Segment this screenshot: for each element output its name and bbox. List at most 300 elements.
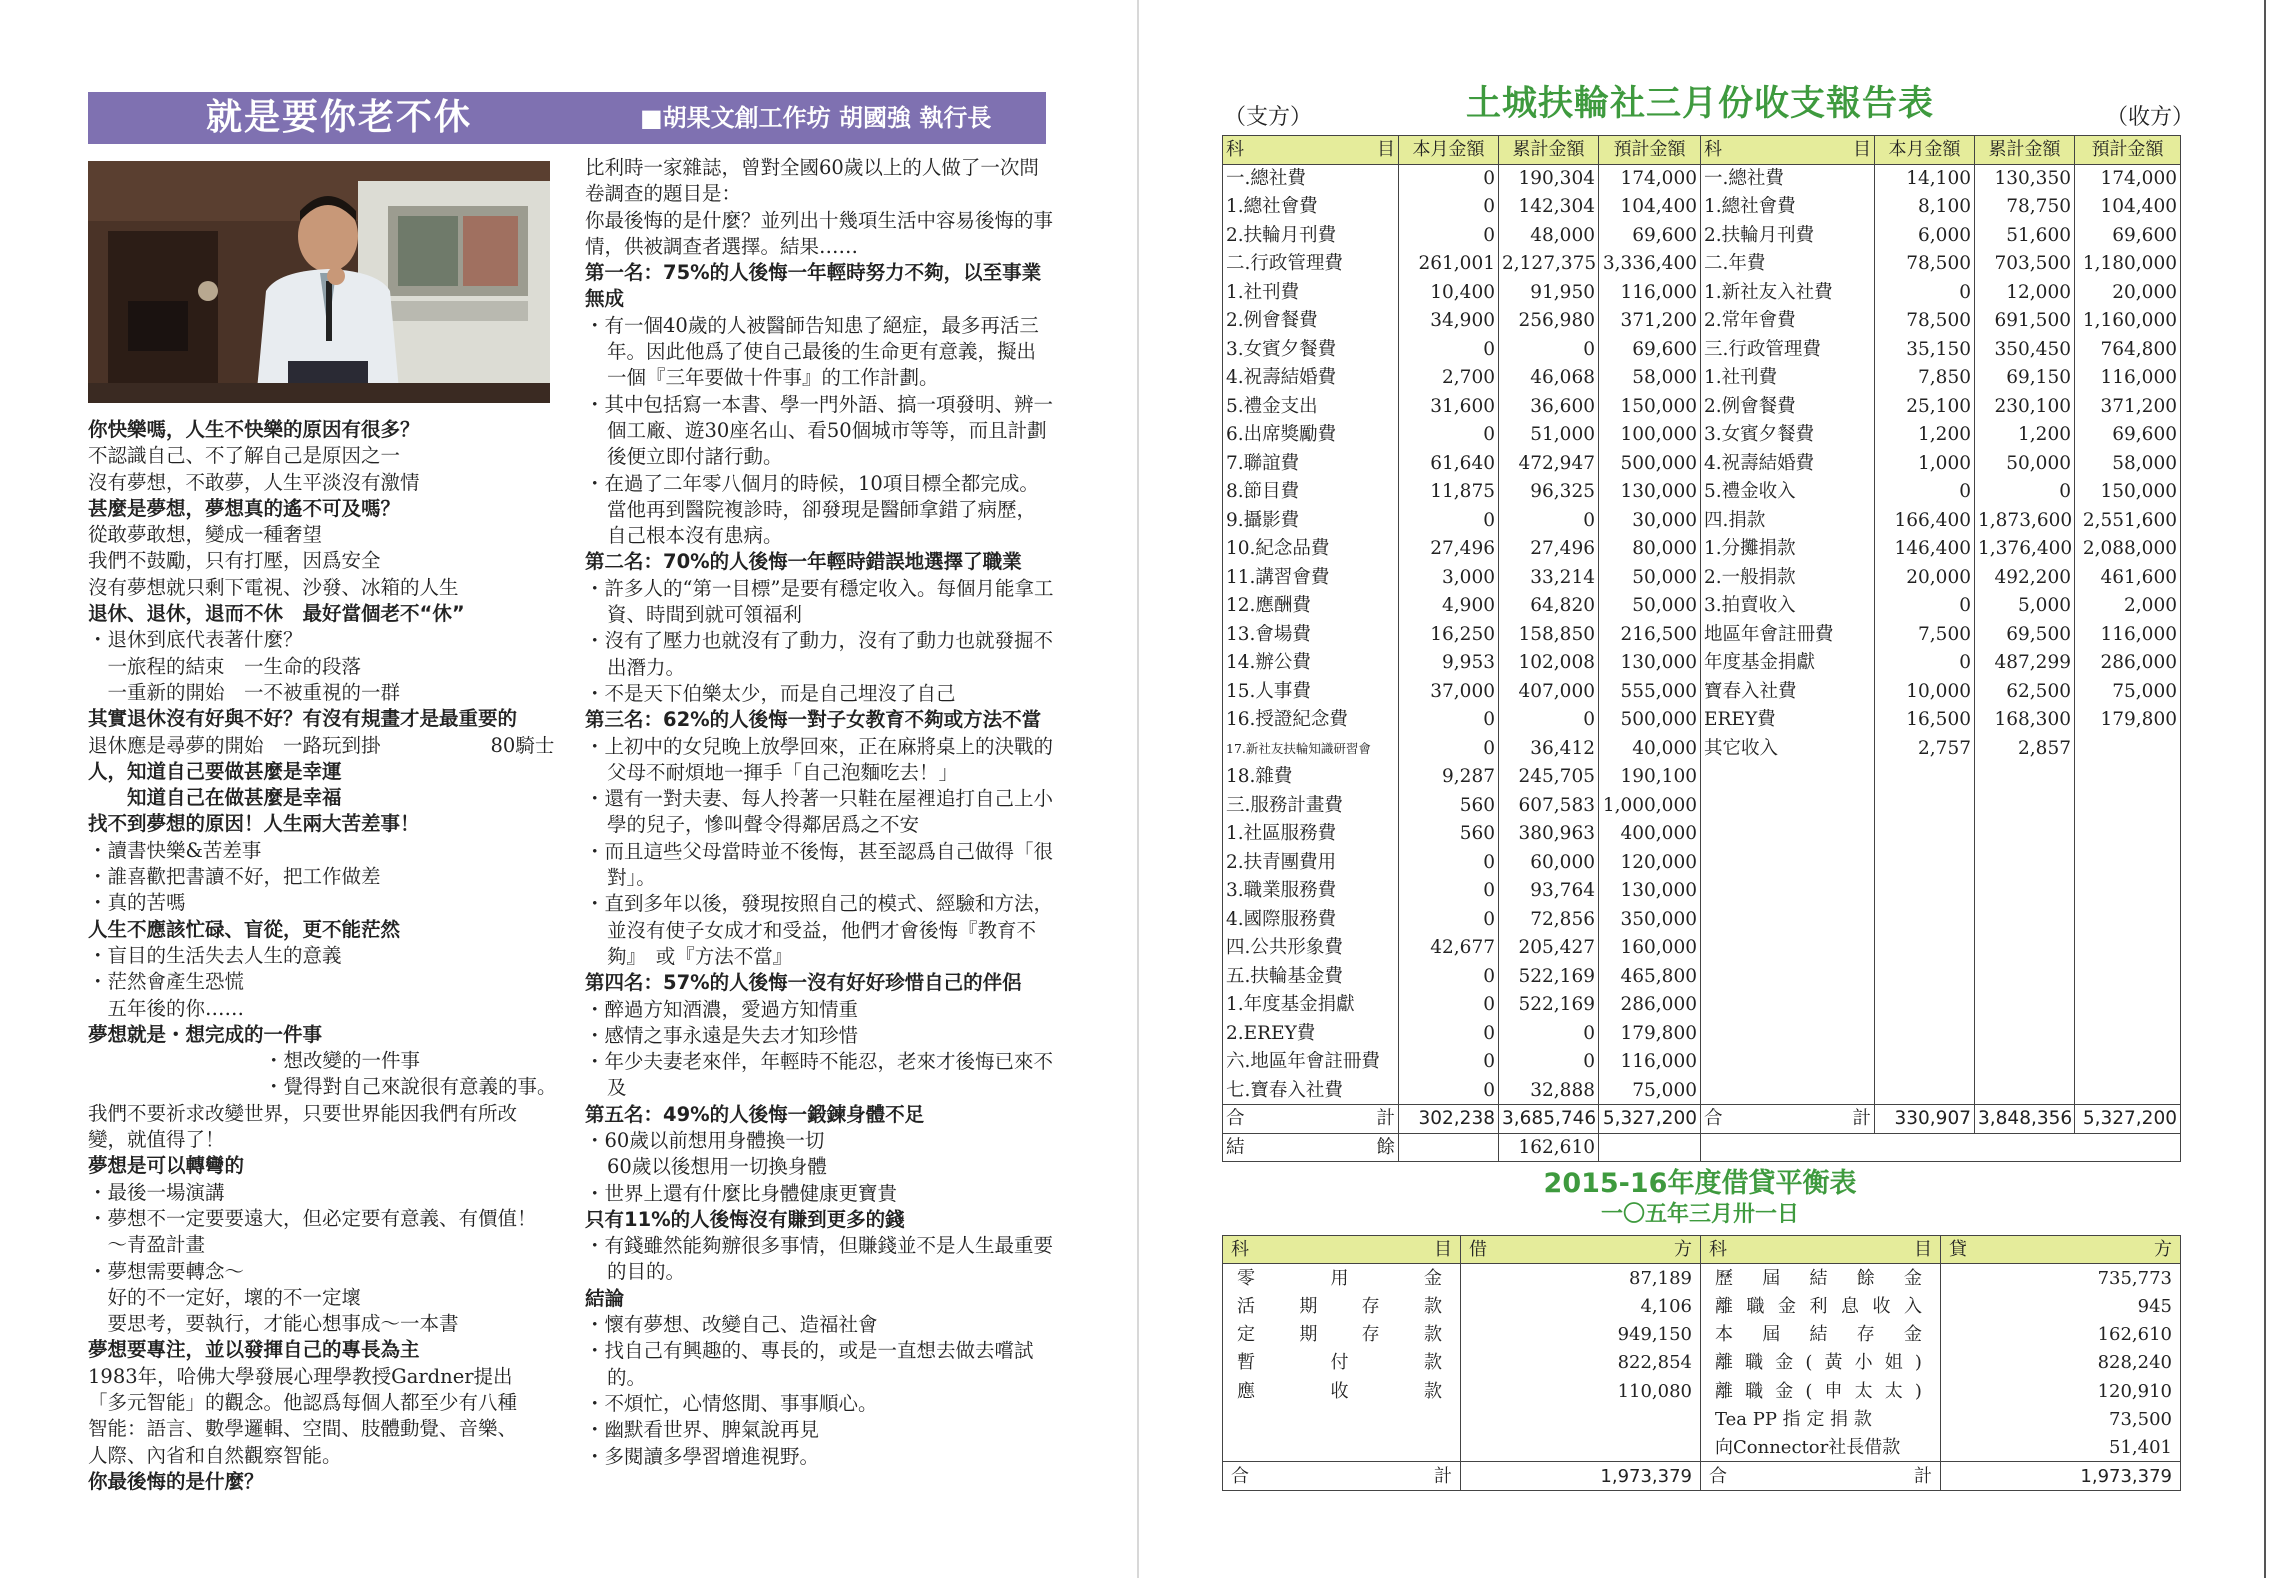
expense-amount: 130,000 <box>1599 877 1701 906</box>
income-amount-empty <box>1975 763 2075 792</box>
expense-amount: 179,800 <box>1599 1019 1701 1048</box>
income-amount-empty <box>2075 877 2181 906</box>
expense-item: 一.總社費 <box>1223 164 1399 193</box>
income-item-empty <box>1701 934 1875 963</box>
debit-item <box>1223 1320 1461 1348</box>
report-row <box>1223 1019 2181 1048</box>
balance-label-wrap <box>1226 1134 1395 1161</box>
expense-amount: 0 <box>1399 877 1499 906</box>
debit-item <box>1223 1349 1461 1377</box>
income-item: 四.捐款 <box>1701 506 1875 535</box>
report-title: 土城扶輪社三月份收支報告表 <box>1465 84 1934 124</box>
expense-amount: 0 <box>1399 991 1499 1020</box>
expense-item: 3.職業服務費 <box>1223 877 1399 906</box>
income-amount: 69,600 <box>2075 421 2181 450</box>
expense-amount: 3,336,400 <box>1599 250 1701 279</box>
expense-item: 五.扶輪基金費 <box>1223 962 1399 991</box>
report-row <box>1223 962 2181 991</box>
header-credit-item-a: 科 <box>1709 1239 1727 1261</box>
income-amount-empty <box>1875 1048 1975 1077</box>
dist-char: 存 <box>1361 1295 1380 1317</box>
col1-line: ・退休到底代表著什麼？ <box>88 628 303 652</box>
expense-amount: 0 <box>1399 905 1499 934</box>
expense-item: 18.雜費 <box>1223 763 1399 792</box>
credit-total-label <box>1701 1462 1941 1490</box>
expense-amount: 174,000 <box>1599 164 1701 193</box>
income-total-amount: 5,327,200 <box>2075 1105 2181 1134</box>
income-amount-empty <box>1975 791 2075 820</box>
col2-line: ・沒有了壓力也就沒有了動力，沒有了動力也就發掘不出潛力。 <box>585 629 1054 679</box>
article-title: 就是要你老不休 <box>206 97 473 138</box>
expense-item: 3.女賓夕餐費 <box>1223 335 1399 364</box>
expense-item: 8.節目費 <box>1223 478 1399 507</box>
col1-line: 退休、退休，退而不休 最好當個老不“休” <box>88 602 465 626</box>
dist-char: 入 <box>1904 1295 1922 1317</box>
balance-sheet-title: 2015-16年度借貸平衡表 <box>1543 1168 1857 1199</box>
expense-item: 4.國際服務費 <box>1223 905 1399 934</box>
income-amount: 58,000 <box>2075 449 2181 478</box>
report-row <box>1223 421 2181 450</box>
report-row <box>1223 506 2181 535</box>
expense-amount: 32,888 <box>1499 1076 1599 1105</box>
expense-amount: 60,000 <box>1499 848 1599 877</box>
report-row <box>1223 905 2181 934</box>
income-amount-empty <box>2075 991 2181 1020</box>
expense-amount: 2,700 <box>1399 364 1499 393</box>
expense-amount: 256,980 <box>1499 307 1599 336</box>
col1-line: 沒有夢想，不敢夢，人生平淡沒有激情 <box>88 470 420 494</box>
report-row <box>1223 991 2181 1020</box>
expense-amount: 36,600 <box>1499 392 1599 421</box>
income-item-empty <box>1701 820 1875 849</box>
income-amount-empty <box>1875 820 1975 849</box>
balance-empty <box>1399 1133 1499 1162</box>
col2-line: 60歲以後想用一切換身體 <box>607 1155 827 1179</box>
report-balance-row <box>1223 1133 2181 1162</box>
dist-char: 離 <box>1715 1380 1733 1402</box>
income-amount-empty <box>1975 1076 2075 1105</box>
income-amount: 492,200 <box>1975 563 2075 592</box>
income-amount: 174,000 <box>2075 164 2181 193</box>
balance-sheet-total-row <box>1223 1462 2181 1490</box>
income-amount: 461,600 <box>2075 563 2181 592</box>
report-row <box>1223 620 2181 649</box>
balance-sheet-row <box>1223 1377 2181 1405</box>
report-row <box>1223 449 2181 478</box>
expense-item: 13.會場費 <box>1223 620 1399 649</box>
credit-amount: 120,910 <box>1941 1377 2181 1405</box>
header-debit-amount-a: 借 <box>1469 1239 1487 1261</box>
income-item: 三.行政管理費 <box>1701 335 1875 364</box>
expense-amount: 48,000 <box>1499 221 1599 250</box>
income-item: 一.總社費 <box>1701 164 1875 193</box>
debit-item <box>1223 1377 1461 1405</box>
dist-char: 定 <box>1237 1324 1255 1346</box>
income-amount-empty <box>1975 877 2075 906</box>
total-label-b: 計 <box>1376 1108 1395 1130</box>
dist-char: 金 <box>1904 1324 1922 1346</box>
col2-line: ・許多人的“第一目標”是要有穩定收入。每個月能拿工資、時間到就可領福利 <box>585 576 1054 627</box>
dist-char: 金 <box>1424 1267 1442 1289</box>
income-item-empty <box>1701 791 1875 820</box>
income-amount: 487,299 <box>1975 649 2075 678</box>
dist-char: 存 <box>1361 1324 1380 1346</box>
income-amount-empty <box>1975 848 2075 877</box>
income-amount: 1,160,000 <box>2075 307 2181 336</box>
col1-line: ・真的苦嗎 <box>88 891 186 915</box>
expense-amount: 27,496 <box>1499 535 1599 564</box>
total-label-a: 合 <box>1226 1108 1245 1130</box>
expense-item: 17.新社友扶輪知識研習會 <box>1223 734 1399 763</box>
page-frame-edge <box>2264 0 2266 1578</box>
income-amount: 2,857 <box>1975 734 2075 763</box>
expense-total-amount: 302,238 <box>1399 1105 1499 1134</box>
income-amount: 286,000 <box>2075 649 2181 678</box>
header-credit-amount <box>1941 1236 2181 1264</box>
report-row <box>1223 335 2181 364</box>
expense-amount: 80,000 <box>1599 535 1701 564</box>
expense-item: 1.社刊費 <box>1223 278 1399 307</box>
income-amount-empty <box>2075 820 2181 849</box>
dist-char: 太 <box>1854 1380 1873 1402</box>
dist-char: 屆 <box>1762 1267 1781 1289</box>
balance-sheet-body <box>1223 1264 2181 1490</box>
income-amount: 20,000 <box>1875 563 1975 592</box>
expense-amount: 2,127,375 <box>1499 250 1599 279</box>
income-item: 寶春入社費 <box>1701 677 1875 706</box>
income-amount: 691,500 <box>1975 307 2075 336</box>
article-column-2 <box>585 155 1055 1470</box>
income-amount-empty <box>1975 991 2075 1020</box>
report-row <box>1223 877 2181 906</box>
dist-char: 屆 <box>1762 1324 1781 1346</box>
col1-line: 智能：語言、數學邏輯、空間、肢體動覺、音樂、 <box>88 1417 518 1441</box>
expense-item: 10.紀念品費 <box>1223 535 1399 564</box>
income-item-empty <box>1701 848 1875 877</box>
report-row <box>1223 221 2181 250</box>
expense-amount: 72,856 <box>1499 905 1599 934</box>
col1-line: 夢想是可以轉彎的 <box>88 1154 245 1178</box>
debit-item-text <box>1231 1321 1452 1348</box>
report-row <box>1223 478 2181 507</box>
dist-char: 歷 <box>1715 1267 1733 1289</box>
expense-amount: 31,600 <box>1399 392 1499 421</box>
speaker-photo <box>88 161 550 403</box>
report-row <box>1223 1076 2181 1105</box>
col1-line: ・最後一場演講 <box>88 1180 225 1204</box>
col1-line <box>88 733 558 759</box>
income-amount-empty <box>1875 934 1975 963</box>
income-item: 地區年會註冊費 <box>1701 620 1875 649</box>
col2-line: 第五名：49%的人後悔一鍛鍊身體不足 <box>585 1102 925 1126</box>
income-item-empty <box>1701 763 1875 792</box>
expense-amount: 560 <box>1399 791 1499 820</box>
col2-line: ・其中包括寫一本書、學一門外語、搞一項發明、辨一個工廠、遊30座名山、看50個城市等等，而且計劃後便立即付諸行動。 <box>585 392 1054 469</box>
expense-amount: 58,000 <box>1599 364 1701 393</box>
header-income-month: 本月金額 <box>1875 136 1975 165</box>
dist-char: 款 <box>1423 1324 1442 1346</box>
dist-char: 期 <box>1299 1324 1318 1346</box>
col2-line: ・還有一對夫妻、每人拎著一只鞋在屋裡追打自己上小學的兒子，慘叫聲令得鄰居爲之不安 <box>585 787 1054 837</box>
col2-line: ・找自己有興趣的、專長的，或是一直想去做去嚐試的。 <box>585 1339 1034 1389</box>
col1-line: 夢想要專注，並以發揮自己的專長為主 <box>88 1338 420 1362</box>
credit-item-text <box>1709 1378 1932 1405</box>
report-row <box>1223 1048 2181 1077</box>
expense-item: 11.講習會費 <box>1223 563 1399 592</box>
header-credit-item-b: 目 <box>1914 1239 1932 1261</box>
dist-char: 離 <box>1715 1352 1733 1374</box>
header-debit-amount <box>1461 1236 1701 1264</box>
credit-amount: 162,610 <box>1941 1320 2181 1348</box>
expense-amount: 0 <box>1399 1019 1499 1048</box>
expense-item: 5.禮金支出 <box>1223 392 1399 421</box>
expense-item: 1.總社會費 <box>1223 193 1399 222</box>
income-amount-empty <box>2075 791 2181 820</box>
balance-empty <box>1599 1133 1701 1162</box>
dist-char: 息 <box>1841 1295 1859 1317</box>
col1-line-text: 退休應是尋夢的開始 一路玩到掛 <box>88 733 381 757</box>
col2-line: ・多閱讀多學習增進視野。 <box>585 1444 820 1468</box>
expense-item: 9.攝影費 <box>1223 506 1399 535</box>
income-amount: 0 <box>1875 592 1975 621</box>
col1-line: 你最後悔的是什麼？ <box>88 1469 264 1493</box>
expense-amount: 120,000 <box>1599 848 1701 877</box>
col1-line: 五年後的你…… <box>88 996 245 1020</box>
balance-sheet-row <box>1223 1320 2181 1348</box>
expense-amount: 10,400 <box>1399 278 1499 307</box>
header-credit-item <box>1701 1236 1941 1264</box>
income-amount-empty <box>2075 962 2181 991</box>
header-income-item-a: 科 <box>1704 139 1722 161</box>
dist-char: 申 <box>1824 1380 1843 1402</box>
expense-amount: 34,900 <box>1399 307 1499 336</box>
income-amount-empty <box>2075 848 2181 877</box>
col2-line: ・上初中的女兒晚上放學回來，正在麻將桌上的決戰的父母不耐煩地一揮手「自己泡麵吃去！」 <box>585 734 1054 784</box>
income-item: 1.社刊費 <box>1701 364 1875 393</box>
col1-line: 一旅程的結束 一生命的段落 <box>88 654 362 678</box>
report-total-row <box>1223 1105 2181 1134</box>
expense-amount: 500,000 <box>1599 449 1701 478</box>
header-credit-amount-a: 貸 <box>1949 1239 1967 1261</box>
expense-amount: 190,304 <box>1499 164 1599 193</box>
income-amount: 51,600 <box>1975 221 2075 250</box>
expense-amount: 9,287 <box>1399 763 1499 792</box>
expense-amount: 69,600 <box>1599 335 1701 364</box>
expense-total-label-wrap <box>1226 1105 1395 1132</box>
income-item: 2.常年會費 <box>1701 307 1875 336</box>
total-label-b: 計 <box>1852 1108 1871 1130</box>
dist-char: ) <box>1914 1380 1922 1402</box>
header-expense-item <box>1223 136 1399 165</box>
credit-amount: 945 <box>1941 1292 2181 1320</box>
debit-item <box>1223 1405 1461 1433</box>
debit-item <box>1223 1292 1461 1320</box>
income-amount: 146,400 <box>1875 535 1975 564</box>
income-amount: 69,500 <box>1975 620 2075 649</box>
col1-line: ・夢想不一定要要遠大，但必定要有意義、有價值！ <box>88 1206 537 1230</box>
dist-char: 餘 <box>1856 1267 1875 1289</box>
dist-char: 金 <box>1775 1352 1794 1374</box>
income-amount: 0 <box>1875 649 1975 678</box>
credit-item-text <box>1709 1321 1932 1348</box>
expense-item: 4.祝壽結婚費 <box>1223 364 1399 393</box>
expense-amount: 0 <box>1499 706 1599 735</box>
income-amount: 1,180,000 <box>2075 250 2181 279</box>
expense-amount: 102,008 <box>1499 649 1599 678</box>
credit-total-label-wrap <box>1709 1463 1932 1490</box>
expense-amount: 50,000 <box>1599 592 1701 621</box>
total-label-a: 合 <box>1709 1465 1727 1487</box>
income-amount: 166,400 <box>1875 506 1975 535</box>
income-amount: 6,000 <box>1875 221 1975 250</box>
debit-item-text <box>1231 1293 1452 1320</box>
debit-amount: 110,080 <box>1461 1377 1701 1405</box>
expense-amount: 9,953 <box>1399 649 1499 678</box>
income-amount-empty <box>1875 905 1975 934</box>
expense-amount: 4,900 <box>1399 592 1499 621</box>
income-amount: 703,500 <box>1975 250 2075 279</box>
article-banner <box>88 92 1046 144</box>
expense-amount: 205,427 <box>1499 934 1599 963</box>
income-amount: 2,000 <box>2075 592 2181 621</box>
total-label-b: 計 <box>1434 1465 1452 1487</box>
dist-char: 職 <box>1745 1352 1764 1374</box>
col2-line: ・醉過方知酒濃，愛過方知情重 <box>585 997 859 1021</box>
income-amount: 116,000 <box>2075 364 2181 393</box>
income-amount: 371,200 <box>2075 392 2181 421</box>
report-row <box>1223 307 2181 336</box>
income-amount-empty <box>1875 962 1975 991</box>
income-item: 1.總社會費 <box>1701 193 1875 222</box>
report-row <box>1223 164 2181 193</box>
balance-sheet-row <box>1223 1292 2181 1320</box>
balance-empty <box>2075 1133 2181 1162</box>
debit-amount: 949,150 <box>1461 1320 1701 1348</box>
income-amount: 50,000 <box>1975 449 2075 478</box>
income-amount: 2,757 <box>1875 734 1975 763</box>
report-row <box>1223 763 2181 792</box>
expense-item: 三.服務計畫費 <box>1223 791 1399 820</box>
income-amount: 764,800 <box>2075 335 2181 364</box>
income-item: 二.年費 <box>1701 250 1875 279</box>
income-amount-empty <box>1875 991 1975 1020</box>
expense-amount: 500,000 <box>1599 706 1701 735</box>
income-amount: 78,500 <box>1875 307 1975 336</box>
col2-line: 結論 <box>585 1286 625 1310</box>
balance-sheet-row <box>1223 1405 2181 1433</box>
income-amount-empty <box>1875 763 1975 792</box>
dist-char: 用 <box>1330 1267 1349 1289</box>
report-row <box>1223 364 2181 393</box>
credit-item <box>1701 1320 1941 1348</box>
credit-item-text: 向Connector社長借款 <box>1715 1436 1901 1458</box>
income-item: 其它收入 <box>1701 734 1875 763</box>
expense-amount: 0 <box>1399 1048 1499 1077</box>
balance-label-b: 餘 <box>1376 1136 1395 1158</box>
dist-char: 存 <box>1856 1324 1875 1346</box>
balance-label-a: 結 <box>1226 1136 1245 1158</box>
income-amount: 2,551,600 <box>2075 506 2181 535</box>
col1-line: 人際、內省和自然觀察智能。 <box>88 1443 342 1467</box>
expense-item: 12.應酬費 <box>1223 592 1399 621</box>
expense-amount: 607,583 <box>1499 791 1599 820</box>
dist-char: 結 <box>1809 1324 1828 1346</box>
income-amount: 78,500 <box>1875 250 1975 279</box>
income-amount-empty <box>2075 934 2181 963</box>
col1-line: 好的不一定好，壞的不一定壞 <box>88 1285 362 1309</box>
expense-amount: 30,000 <box>1599 506 1701 535</box>
income-amount-empty <box>2075 1076 2181 1105</box>
header-expense-budget: 預計金額 <box>1599 136 1701 165</box>
credit-item <box>1701 1264 1941 1292</box>
col2-line: 第一名：75%的人後悔一年輕時努力不夠，以至事業無成 <box>585 261 1042 311</box>
income-item-empty <box>1701 962 1875 991</box>
income-amount: 25,100 <box>1875 392 1975 421</box>
dist-char: ( <box>1805 1380 1813 1402</box>
col2-line: ・不煩忙，心情悠閒、事事順心。 <box>585 1391 878 1415</box>
income-item: 1.新社友入社費 <box>1701 278 1875 307</box>
expense-amount: 3,000 <box>1399 563 1499 592</box>
debit-item-text <box>1231 1378 1452 1405</box>
debit-total-label <box>1223 1462 1461 1490</box>
dist-char: ) <box>1914 1352 1922 1374</box>
expense-amount: 64,820 <box>1499 592 1599 621</box>
credit-item-text <box>1709 1349 1932 1376</box>
report-row <box>1223 649 2181 678</box>
income-total-amount: 330,907 <box>1875 1105 1975 1134</box>
credit-amount: 73,500 <box>1941 1405 2181 1433</box>
expense-amount: 190,100 <box>1599 763 1701 792</box>
dist-char: 收 <box>1872 1295 1891 1317</box>
income-item: 3.拍賣收入 <box>1701 592 1875 621</box>
income-total-label-wrap <box>1704 1105 1871 1132</box>
balance-label <box>1223 1133 1399 1162</box>
debit-amount: 822,854 <box>1461 1349 1701 1377</box>
income-item: 4.祝壽結婚費 <box>1701 449 1875 478</box>
report-row <box>1223 563 2181 592</box>
credit-item <box>1701 1405 1941 1433</box>
col2-line: ・在過了二年零八個月的時候，10項目標全都完成。當他再到醫院複診時，卻發現是醫師拿錯了病歷，自己根本沒有患病。 <box>585 471 1039 548</box>
expense-amount: 33,214 <box>1499 563 1599 592</box>
income-amount: 5,000 <box>1975 592 2075 621</box>
income-amount: 69,600 <box>2075 221 2181 250</box>
col1-line: 不認識自己、不了解自己是原因之一 <box>88 444 401 468</box>
expense-amount: 11,875 <box>1399 478 1499 507</box>
report-row <box>1223 278 2181 307</box>
col1-line: ・盲目的生活失去人生的意義 <box>88 943 342 967</box>
report-row <box>1223 677 2181 706</box>
income-amount: 0 <box>1975 478 2075 507</box>
debit-amount: 87,189 <box>1461 1264 1701 1292</box>
expense-amount: 472,947 <box>1499 449 1599 478</box>
income-amount-empty <box>1975 1048 2075 1077</box>
col1-line: ・茫然會產生恐慌 <box>88 970 245 994</box>
income-total-amount: 3,848,356 <box>1975 1105 2075 1134</box>
income-amount-empty <box>1875 877 1975 906</box>
dist-char: 付 <box>1330 1352 1349 1374</box>
col1-line-signature: 80騎士 <box>490 733 555 757</box>
balance-sheet-table <box>1222 1235 2181 1491</box>
income-item: EREY費 <box>1701 706 1875 735</box>
header-debit-amount-b: 方 <box>1674 1239 1692 1261</box>
expense-amount: 380,963 <box>1499 820 1599 849</box>
expense-total-amount: 5,327,200 <box>1599 1105 1701 1134</box>
credit-item-text: Tea PP 指 定 捐 款 <box>1715 1408 1872 1430</box>
debit-item-text <box>1231 1349 1452 1376</box>
col1-line: 其實退休沒有好與不好？有沒有規畫才是最重要的 <box>88 707 518 731</box>
expense-amount: 50,000 <box>1599 563 1701 592</box>
income-amount: 8,100 <box>1875 193 1975 222</box>
